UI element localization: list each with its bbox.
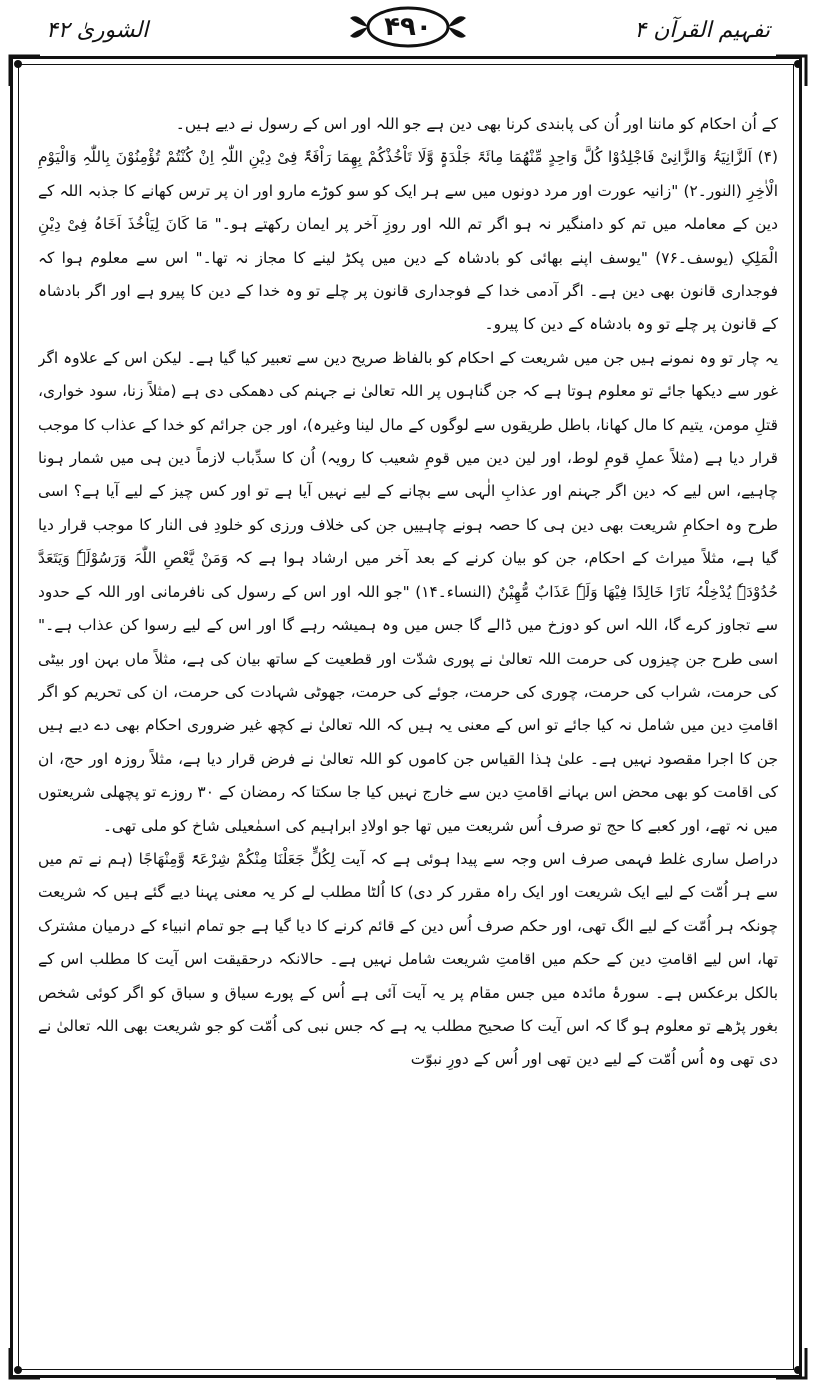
paragraph: یہ چار تو وہ نمونے ہیں جن میں شریعت کے احکام کو بالفاظ صریح دین سے تعبیر کیا گیا ہے۔ لیکن اس کے علاوہ اگر غور سے دیکھا جائے تو معلوم ہوتا ہے کہ جن گناہوں پر اللہ تعالیٰ نے جہنم کی دھمکی دی ہے (مثلاً زنا، سود خواری، قتلِ مومن، یتیم کا مال کھانا، باطل طریقوں سے لوگوں کے مال لینا وغیرہ)، اور جن جرائم کو خدا کے عذاب کا موجب قرار دیا ہے (مثلاً عملِ قومِ لوط، اور لین دین میں قومِ شعیب کا رویہ) اُن کا سدِّباب لازماً دین ہی میں شمار ہونا چاہیے، اس لیے کہ دین اگر جہنم اور عذابِ الٰہی سے بچانے کے لیے نہیں آیا ہے تو اور کس چیز کے لیے آیا ہے؟ اسی طرح وہ احکامِ شریعت بھی دین ہی کا حصہ ہونے چاہییں جن کی خلاف ورزی کو خلودِ فی النار کا موجب قرار دیا گیا ہے، مثلاً میراث کے احکام، جن کو بیان کرنے کے بعد آخر میں ارشاد ہوا ہے کہ وَمَنْ یَّعْصِ اللّٰہَ وَرَسُوْلَہٗ وَیَتَعَدَّ حُدُوْدَہٗ یُدْخِلْہُ نَارًا خَالِدًا فِیْھَا وَلَہٗ عَذَابٌ مُّھِیْنٌ (النساء۔۱۴) "جو اللہ اور اس کے رسول کی نافرمانی اور اللہ کے حدود سے تجاوز کرے گا، اللہ اس کو دوزخ میں ڈالے گا جس میں وہ ہمیشہ رہے گا اور اس کے لیے رسوا کن عذاب ہے۔" اسی طرح جن چیزوں کی حرمت اللہ تعالیٰ نے پوری شدّت اور قطعیت کے ساتھ بیان کی ہے، مثلاً ماں بہن اور بیٹی کی حرمت، شراب کی حرمت، چوری کی حرمت، جوئے کی حرمت، جھوٹی شہادت کی حرمت، ان کی تحریم کو اگر اقامتِ دین میں شامل نہ کیا جائے تو اس کے معنی یہ ہیں کہ اللہ تعالیٰ نے کچھ غیر ضروری احکام بھی دے دیے ہیں جن کا اجرا مقصود نہیں ہے۔ علیٰ ہٰذا القیاس جن کاموں کو اللہ تعالیٰ نے فرض قرار دیا ہے، مثلاً روزہ اور حج، ان کی اقامت کو بھی محض اس بہانے اقامتِ دین سے خارج نہیں کیا جا سکتا کہ رمضان کے ۳۰ روزے تو پچھلی شریعتوں میں نہ تھے، اور کعبے کا حج تو صرف اُس شریعت میں تھا جو اولادِ ابراہیم کی اسمٰعیلی شاخ کو ملی تھی۔ (38, 348, 778, 835)
corner-ornament-icon (772, 52, 810, 90)
page-number-badge (348, 4, 468, 50)
corner-ornament-icon (6, 52, 44, 90)
page-number: ۴۹۰ (384, 12, 432, 42)
surah-name: الشوریٰ ۴۲ (46, 18, 149, 43)
paragraph: دراصل ساری غلط فہمی صرف اس وجہ سے پیدا ہوئی ہے کہ آیت لِکُلٍّ جَعَلْنَا مِنْکُمْ شِرْعَۃً وَّمِنْھَاجًا (ہم نے تم میں سے ہر اُمّت کے لیے ایک شریعت اور ایک راہ مقرر کر دی) کا اُلٹا مطلب لے کر یہ معنی پہنا دیے گئے ہیں کہ شریعت چونکہ ہر اُمّت کے لیے الگ تھی، اور حکم صرف اُس دین کے قائم کرنے کا دیا گیا ہے جو تمام انبیاء کے درمیان مشترک تھا، اس لیے اقامتِ دین کے حکم میں اقامتِ شریعت شامل نہیں ہے۔ حالانکہ درحقیقت اس آیت کا مطلب اس کے بالکل برعکس ہے۔ سورۂ مائدہ میں جس مقام پر یہ آیت آئی ہے اُس کے پورے سیاق و سباق کو اگر کوئی شخص بغور پڑھے تو معلوم ہو گا کہ اس آیت کا صحیح مطلب یہ ہے کہ جس نبی کی اُمّت کو جو شریعت بھی اللہ تعالیٰ نے دی تھی وہ اُس اُمّت کے لیے دین تھی اور اُس کے دورِ نبوّت (38, 849, 778, 1069)
book-title: تفہیم القرآن ۴ (634, 18, 770, 43)
paragraph: کے اُن احکام کو ماننا اور اُن کی پابندی کرنا بھی دین ہے جو اللہ اور اس کے رسول نے دیے ہیں۔ (175, 115, 778, 133)
page-body (38, 108, 778, 1370)
paragraph: (۴) اَلزَّانِیَۃُ وَالزَّانِیْ فَاجْلِدُوْا کُلَّ وَاحِدٍ مِّنْھُمَا مِائَۃَ جَلْدَۃٍ وَّلَا تَاْخُذْکُمْ بِھِمَا رَاْفَۃٌ فِیْ دِیْنِ اللّٰہِ اِنْ کُنْتُمْ تُؤْمِنُوْنَ بِاللّٰہِ وَالْیَوْمِ الْاٰخِرِ (النور۔۲) "زانیہ عورت اور مرد دونوں میں سے ہر ایک کو سو کوڑے مارو اور ان پر ترس کھانے کا جذبہ اللہ کے دین کے معاملہ میں تم کو دامنگیر نہ ہو اگر تم اللہ اور روزِ آخر پر ایمان رکھتے ہو۔" مَا کَانَ لِیَاْخُذَ اَخَاہُ فِیْ دِیْنِ الْمَلِکِ (یوسف۔۷۶) "یوسف اپنے بھائی کو بادشاہ کے دین میں پکڑ لینے کا مجاز نہ تھا۔" اس سے معلوم ہوا کہ فوجداری قانون بھی دین ہے۔ اگر آدمی خدا کے فوجداری قانون پر چلے تو وہ خدا کے دین کا پیرو ہے اور اگر بادشاہ کے قانون پر چلے تو وہ بادشاہ کے دین کا پیرو۔ (38, 148, 778, 334)
page-header (0, 0, 816, 56)
